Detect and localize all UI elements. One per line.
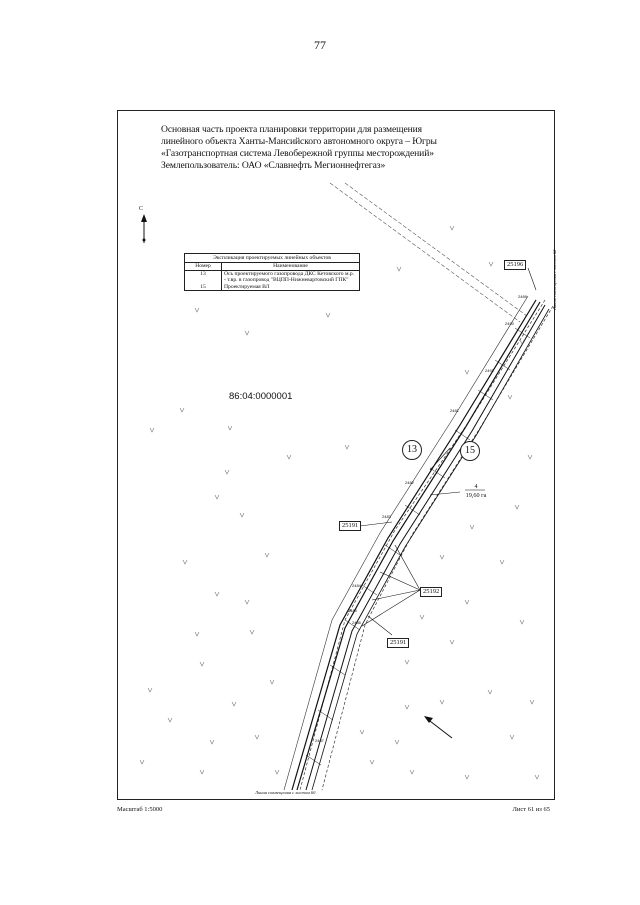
corridor-boundary: [322, 306, 553, 790]
north-arrow-icon: [141, 214, 147, 243]
point-label: 2491: [485, 368, 494, 373]
parcel-tag: 25191: [387, 638, 409, 648]
legend-title: Экспликация проектируемых линейных объектов: [185, 254, 359, 263]
scale-label: Масштаб 1:5000: [117, 806, 163, 813]
parcel-tag: 25196: [504, 260, 526, 270]
bottom-match-line-note: Линия совмещения с листом 60: [255, 790, 316, 795]
point-label: 2487: [315, 738, 324, 743]
legend-row-name: Проектируемая ВЛ: [224, 283, 270, 290]
point-label: 2482: [405, 480, 414, 485]
legend-row: [185, 270, 359, 283]
title-line: линейного объекта Ханты-Мансийского автономного округа – Югры: [161, 136, 437, 147]
point-label: 2490: [505, 321, 514, 326]
title-line: Основная часть проекта планировки территории для размещения: [161, 124, 422, 135]
road-line: [345, 183, 527, 316]
legend-row-name: Ось проектируемого газопровода ДКС Кетовского м.р. - т.вр. в газопровод "ВЦПП-Нижневартовский ГПК": [224, 270, 355, 284]
parcel-tag: 25192: [420, 587, 442, 597]
side-match-line-note: Линия совмещения с листом 62: [552, 249, 557, 310]
area-value: 19,60 га: [465, 492, 487, 499]
corridor-boundary: [300, 300, 545, 790]
point-label: 2484: [352, 583, 361, 588]
point-labels: [315, 294, 528, 743]
legend-header-number: Номер: [185, 263, 222, 270]
point-label: 2489: [518, 294, 527, 299]
direction-arrow-icon: [424, 716, 452, 738]
parcel-tag: 25191: [339, 521, 361, 531]
object-circle-13: 13: [402, 440, 422, 460]
sheet-label: Лист 61 из 65: [512, 806, 550, 813]
point-label: 2481: [450, 408, 459, 413]
point-label: 2483: [382, 514, 391, 519]
legend-row-number: 13: [185, 270, 222, 283]
cadastral-number: 86:04:0000001: [229, 391, 293, 402]
title-line: Землепользователь: ОАО «Славнефть Мегионнефтегаз»: [161, 160, 386, 171]
legend-row: [185, 284, 359, 290]
point-label: 2486: [352, 620, 361, 625]
legend-table: [184, 253, 360, 291]
object-circle-15: 15: [460, 441, 480, 461]
legend-row-number: 15: [185, 284, 222, 290]
line-ticks: [306, 328, 530, 765]
title-line: «Газотранспортная система Левобережной группы месторождений»: [161, 148, 434, 159]
page-number: 77: [314, 38, 326, 52]
north-label: С: [139, 206, 144, 212]
area-number: 4: [474, 483, 478, 490]
legend-header-name: Наименование: [222, 263, 360, 270]
point-label: 2485: [348, 608, 357, 613]
